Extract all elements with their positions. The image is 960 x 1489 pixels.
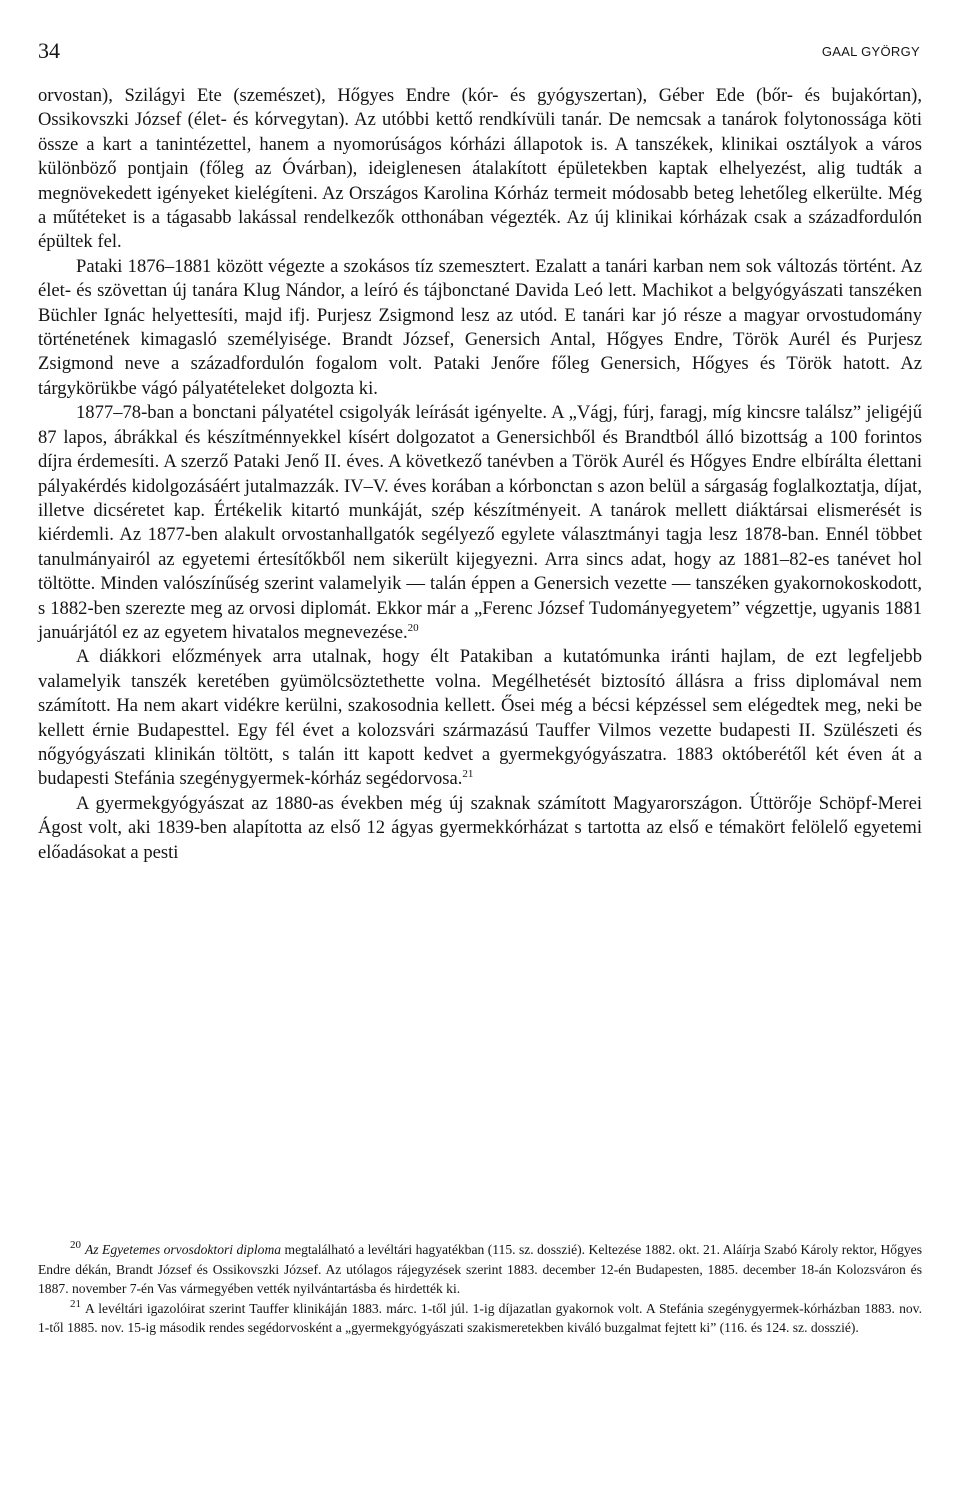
page-number: 34 xyxy=(38,38,60,63)
footnote-ref-20: 20 xyxy=(407,621,419,634)
footnote-ref-21: 21 xyxy=(462,768,474,781)
footnote-mark: 20 xyxy=(70,1239,81,1252)
footnote-text: A levéltári igazolóirat szerint Tauffer klinikáján 1883. márc. 1-től júl. 1-ig díjazatlan gyakornok volt. A Stefánia szegénygyermek-kórházban 1883. nov. 1-től 1885. nov. 15-ig második rendes segédorvosként a „gyermekgyógyászati szakismeretekben kiváló buzgalmat fejtett ki” (116. és 124. sz. dosszié). xyxy=(38,1300,922,1336)
footnotes xyxy=(38,1240,922,1338)
paragraph-4 xyxy=(38,645,922,791)
footnote-20 xyxy=(38,1240,922,1299)
footnote-mark: 21 xyxy=(70,1298,81,1311)
paragraph-3 xyxy=(38,401,922,645)
paragraph-5: A gyermekgyógyászat az 1880-as években még új szaknak számított Magyarországon. Úttörője Schöpf-Merei Ágost volt, aki 1839-ben alapította az első 12 ágyas gyermekkórházat s tartotta az első e témakört felölelő egyetemi előadásokat a pesti xyxy=(38,792,922,863)
paragraph-4-text: A diákkori előzmények arra utalnak, hogy élt Patakiban a kutatómunka iránti hajlam, de ezt legfeljebb valamelyik tanszék keretében gyümölcsöztethette volna. Megélhetését biztosító állásra a friss diplomával nem számított. Ha nem akart vidékre kerülni, szakosodnia kellett. Ősei még a bécsi képzéssel sem elégedtek meg, neki be kellett érnie Budapesttel. Egy fél évet a kolozsvári származású Tauffer Vilmos vezette budapesti II. Szülészeti és nőgyógyászati klinikán töltött, s talán itt kapott kedvet a gyermekgyógyászatra. 1883 októberétől két éven át a budapesti Stefánia szegénygyermek-kórház segédorvosa. xyxy=(38,646,922,790)
page-header xyxy=(38,38,920,68)
footnote-21 xyxy=(38,1299,922,1338)
running-head-author: GAAL GYÖRGY xyxy=(821,44,920,59)
footnote-text: megtalálható a levéltári hagyatékban (115. sz. dosszié). Keltezése 1882. okt. 21. Aláírja Szabó Károly rektor, Hőgyes Endre dékán, Brandt József és Ossikovszki József. Az utólagos rájegyzések szerint 1883. december 12-én Budapesten, 1885. december 18-án Kolozsváron és 1887. november 7-én Vas vármegyében vették nyilvántartásba és hirdették ki. xyxy=(38,1242,922,1297)
main-text xyxy=(38,84,922,865)
paragraph-2: Pataki 1876–1881 között végezte a szokásos tíz szemesztert. Ezalatt a tanári karban nem sok változás történt. Az élet- és szövettan új tanára Klug Nándor, a leíró és tájbonctané Davida Leó lett. Machikot a belgyógyászati tanszéken Büchler Ignác helyettesíti, majd ifj. Purjesz Zsigmond lesz az utód. E tanári kar jó része a magyar orvostudomány történetének kimagasló személyisége. Brandt József, Genersich Antal, Hőgyes Endre, Török Aurél és Purjesz Zsigmond neve a századfordulón fogalom volt. Pataki Jenőre főleg Genersich, Hőgyes és Török hatott. Az tárgykörükbe vágó pályatételeket dolgozta ki. xyxy=(38,255,922,399)
paragraph-3-text: 1877–78-ban a bonctani pályatétel csigolyák leírását igényelte. A „Vágj, fúrj, faragj, míg kincsre találsz” jeligéjű 87 lapos, ábrákkal és készítménnyekkel kísért dolgozatot a Genersichből és Brandtból álló bizottság a 100 forintos díjra érdemesíti. A szerző Pataki Jenő II. éves. A következő tanévben a Török Aurél és Hőgyes Endre elbírálta élettani pályakérdés kidolgozásáért jutalmazzák. IV–V. éves korában a kórbonctan s azon belül a sárgaság foglalkoztatja, díjat, illetve dicséretet kap. Értékelik kitartó munkáját, szép készítményeit. A tanárok mellett diáktársai elismerését is kiérdemli. Az 1877-ben alakult orvostanhallgatók segélyező egylete választmányi tagja lesz 1878-ban. Ennél többet tanulmányairól az egyetemi értesítőkből nem sikerült kijegyezni. Arra sincs adat, hogy az 1881–82-es tanévet hol töltötte. Minden valószínűség szerint valamelyik — talán éppen a Genersich vezette — tanszéken gyakornokoskodott, s 1882-ben szerezte meg az orvosi diplomát. Ekkor már a „Ferenc József Tudományegyetem” végzettje, ugyanis 1881 januárjától ez az egyetem hivatalos megnevezése. xyxy=(38,402,922,643)
paragraph-1: orvostan), Szilágyi Ete (szemészet), Hőgyes Endre (kór- és gyógyszertan), Géber Ede (bőr- és bujakórtan), Ossikovszki József (élet- és kórvegytan). Az utóbbi kettő rendkívüli tanár. De nemcsak a tanárok folytonossága köti össze a kart a tanintézettel, hanem a nyomorúságos kórházi állapotok is. A tanszékek, klinikai osztályok a város különböző pontjain (főleg az Óvárban), ideiglenesen átalakított épületekben kaptak elhelyezést, alig tudták a megnövekedett igényeket kielégíteni. Az Országos Karolina Kórház termeit módosabb beteg lehetőleg elkerülte. Még a műtéteket is a tágasabb lakással rendelkezők otthonában végezték. Az új klinikai kórházak csak a századfordulón épültek fel. xyxy=(38,85,922,253)
footnote-title: Az Egyetemes orvosdoktori diploma xyxy=(85,1242,282,1257)
